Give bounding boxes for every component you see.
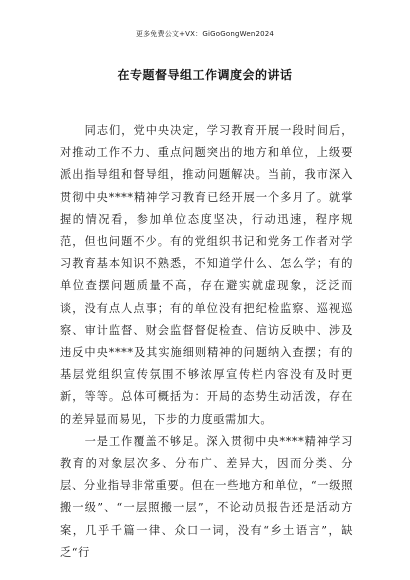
- paragraph: 同志们，党中央决定，学习教育开展一段时间后，对推动工作不力、重点问题突出的地方和单位，上级要派出指导组和督导组，推动问题解决。当前，我市深入贯彻中央****精神学习教育已经开展一个多月了。就掌握的情况看，参加单位态度坚决，行动迅速，程序规范，但也问题不少。有的党组织书记和党务工作者对学习教育基本知识不熟悉，不知道学什么、怎么学；有的单位查摆问题质量不高，存在避实就虚现象，泛泛而谈，没有点人点事；有的单位没有把纪检监察、巡视巡察、审计监督、财会监督督促检查、信访反映中、涉及违反中央****及其实施细则精神的问题纳入查摆；有的基层党组织宣传氛围不够浓厚宣传栏内容没有及时更新，等等。总体可概括为：开局的态势生动活泼，存在的差异显而易见，下步的力度亟需加大。: [60, 124, 353, 426]
- document-body: [60, 120, 353, 564]
- paragraph: 一是工作覆盖不够足。深入贯彻中央****精神学习教育的对象层次多、分布广、差异大，因而分类、分层、分业指导非常重要。但在一些地方和单位，“一级照搬一级”、“一层照搬一层”，不论动员报告还是活动方案，几乎千篇一律、众口一词，没有“乡土语言”，缺乏“行: [60, 434, 353, 559]
- header-note: 更多免费公文+VX：GiGoGongWen2024: [135, 30, 275, 38]
- document-title: 在专题督导组工作调度会的讲话: [117, 68, 293, 82]
